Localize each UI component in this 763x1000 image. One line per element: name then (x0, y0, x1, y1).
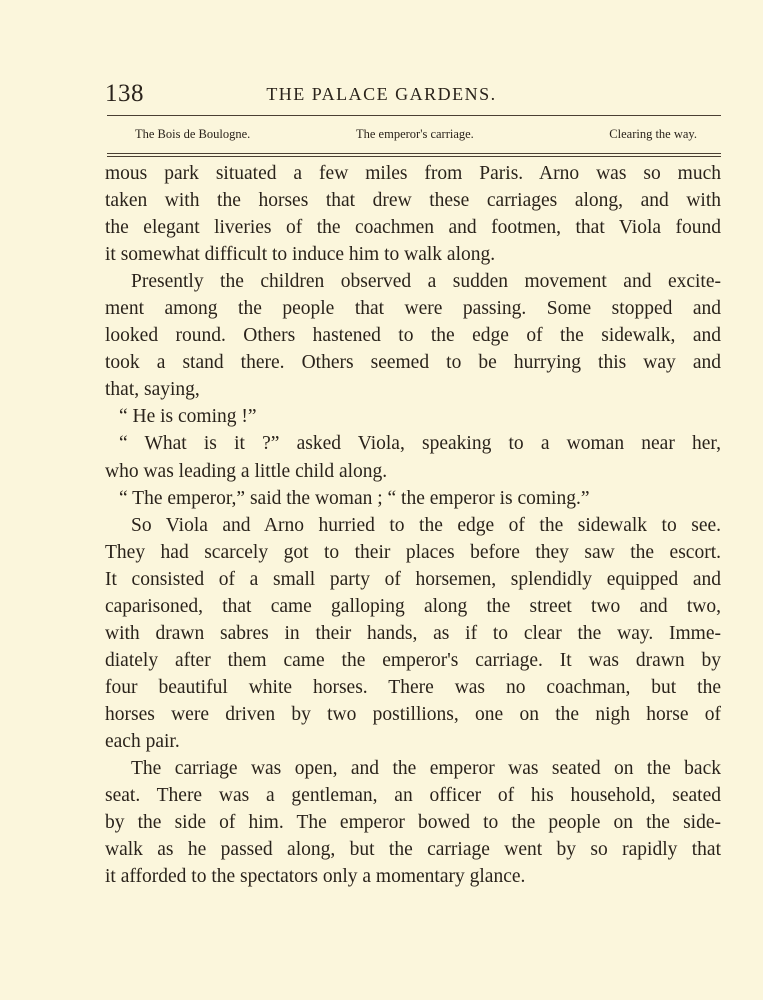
text-line: The carriage was open, and the emperor was seated on the back (131, 758, 721, 780)
text-line: it afforded to the spectators only a momentary glance. (105, 866, 526, 888)
text-line: walk as he passed along, but the carriage went by so rapidly that (105, 839, 721, 861)
text-line: ment among the people that were passing. Some stopped and (105, 298, 721, 320)
running-title: THE PALACE GARDENS. (266, 84, 497, 104)
text-line: who was leading a little child along. (105, 460, 388, 482)
text-line: it somewhat difficult to induce him to walk along. (105, 244, 496, 266)
page-number: 138 (105, 80, 144, 107)
text-line: that, saying, (105, 379, 200, 401)
header-rule-top (107, 115, 721, 116)
text-line: by the side of him. The emperor bowed to the people on the side- (105, 812, 721, 834)
text-line: caparisoned, that came galloping along the street two and two, (105, 595, 721, 617)
header-rule-bottom (107, 153, 721, 154)
text-line: taken with the horses that drew these carriages along, and with (105, 190, 721, 212)
text-line: It consisted of a small party of horsemen, splendidly equipped and (105, 568, 721, 590)
text-line: looked round. Others hastened to the edge of the sidewalk, and (105, 325, 721, 347)
text-line: seat. There was a gentleman, an officer of his household, seated (105, 785, 721, 807)
text-line: “ The emperor,” said the woman ; “ the emperor is coming.” (119, 487, 590, 509)
text-line: four beautiful white horses. There was no coachman, but the (105, 676, 721, 698)
subhead-middle: The emperor's carriage. (356, 127, 474, 141)
text-line: So Viola and Arno hurried to the edge of the sidewalk to see. (131, 514, 721, 536)
header-rule-bottom-double (107, 156, 721, 157)
text-line: with drawn sabres in their hands, as if to clear the way. Imme- (105, 622, 721, 644)
subhead-left: The Bois de Boulogne. (135, 127, 251, 141)
text-line: the elegant liveries of the coachmen and footmen, that Viola found (105, 217, 721, 239)
text-line: took a stand there. Others seemed to be hurrying this way and (105, 352, 721, 374)
text-line: mous park situated a few miles from Paris. Arno was so much (105, 163, 721, 184)
text-line: diately after them came the emperor's carriage. It was drawn by (105, 649, 721, 671)
subhead-right: Clearing the way. (609, 127, 697, 141)
body-text (105, 160, 721, 890)
text-line: “ What is it ?” asked Viola, speaking to a woman near her, (119, 433, 721, 455)
text-line: Presently the children observed a sudden movement and excite- (131, 271, 721, 293)
text-line: horses were driven by two postillions, one on the nigh horse of (105, 703, 721, 725)
text-line: They had scarcely got to their places before they saw the escort. (105, 541, 721, 563)
text-line: “ He is coming !” (119, 406, 257, 428)
text-line: each pair. (105, 730, 180, 752)
